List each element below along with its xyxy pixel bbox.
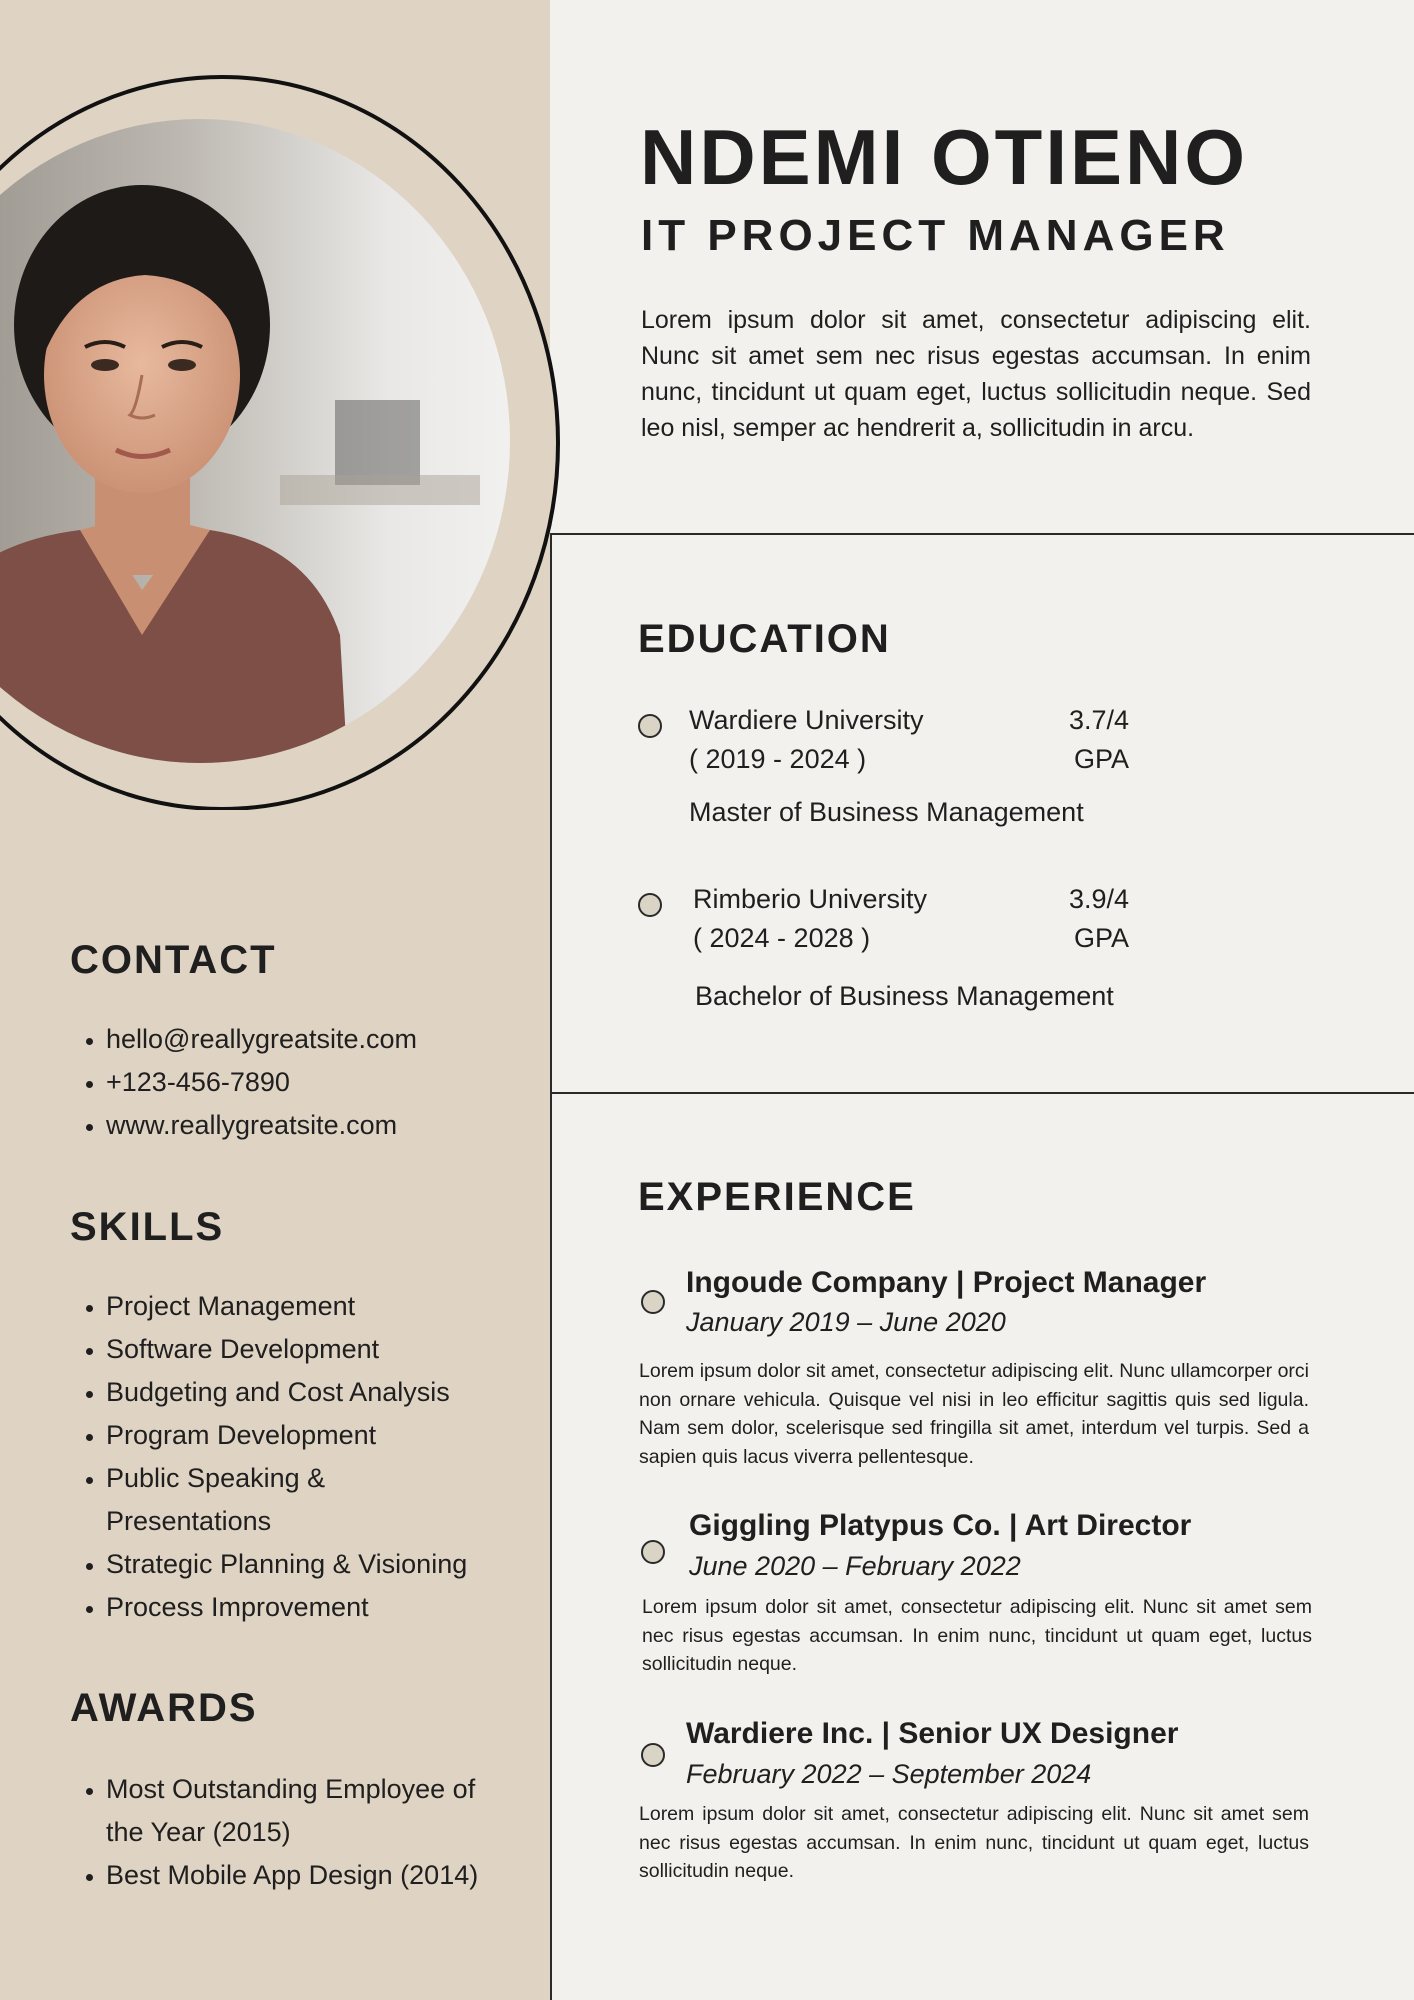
profile-photo — [0, 75, 560, 810]
contact-heading: CONTACT — [70, 938, 277, 982]
skill-item: • Strategic Planning & Visioning — [106, 1543, 526, 1586]
education-years: ( 2024 - 2028 ) — [693, 923, 871, 953]
experience-bullet-icon — [641, 1743, 665, 1767]
divider-education-experience — [550, 1092, 1414, 1094]
experience-title: Ingoude Company | Project Manager — [686, 1266, 1207, 1299]
contact-website[interactable]: • www.reallygreatsite.com — [106, 1104, 417, 1147]
contact-phone[interactable]: • +123-456-7890 — [106, 1061, 417, 1104]
skills-list — [70, 1285, 526, 1629]
skill-item: • Project Management — [106, 1285, 526, 1328]
experience-description: Lorem ipsum dolor sit amet, consectetur adipiscing elit. Nunc ullamcorper orci non ornare vehicula. Quisque vel nisi in leo efficitur sagittis quis sed ligula. Nam sem dolor, scelerisque sed fringilla sit amet, interdum vel turpis. Sed a sapien quis lacus viverra pellentesque. — [639, 1360, 1309, 1468]
contact-email[interactable]: • hello@reallygreatsite.com — [106, 1018, 417, 1061]
education-degree: Bachelor of Business Management — [695, 981, 1114, 1011]
education-gpa: 3.7/4 — [1068, 705, 1129, 735]
profile-summary: Lorem ipsum dolor sit amet, consectetur adipiscing elit. Nunc sit amet sem nec risus egestas accumsan. In enim nunc, tincidunt ut quam eget, luctus sollicitudin neque. Sed leo nisl, semper ac hendrerit a, sollicitudin in arcu. — [641, 306, 1311, 442]
experience-heading: EXPERIENCE — [638, 1175, 916, 1219]
experience-dates: June 2020 – February 2022 — [689, 1551, 1021, 1581]
experience-dates: February 2022 – September 2024 — [686, 1759, 1092, 1789]
education-bullet-icon — [638, 714, 662, 738]
experience-bullet-icon — [641, 1540, 665, 1564]
education-heading: EDUCATION — [638, 617, 891, 661]
job-title: IT PROJECT MANAGER — [641, 211, 1230, 260]
education-degree: Master of Business Management — [689, 797, 1084, 827]
education-gpa: 3.9/4 — [1068, 884, 1129, 914]
awards-heading: AWARDS — [70, 1686, 258, 1730]
experience-title: Giggling Platypus Co. | Art Director — [689, 1509, 1192, 1542]
education-gpa-label: GPA — [1073, 744, 1129, 774]
experience-dates: January 2019 – June 2020 — [686, 1307, 1006, 1337]
education-years: ( 2019 - 2024 ) — [689, 744, 867, 774]
skill-item: • Process Improvement — [106, 1586, 526, 1629]
skill-item: • Program Development — [106, 1414, 526, 1457]
education-bullet-icon — [638, 893, 662, 917]
skill-item: • Public Speaking & Presentations — [106, 1457, 346, 1543]
skill-item: • Software Development — [106, 1328, 526, 1371]
experience-description: Lorem ipsum dolor sit amet, consectetur adipiscing elit. Nunc sit amet sem nec risus egestas accumsan. In enim nunc, tincidunt ut quam eget, luctus sollicitudin neque. — [639, 1803, 1309, 1882]
award-item: • Best Mobile App Design (2014) — [106, 1854, 536, 1897]
skills-heading: SKILLS — [70, 1205, 225, 1249]
award-item: • Most Outstanding Employee of the Year (2015) — [106, 1768, 506, 1854]
experience-title: Wardiere Inc. | Senior UX Designer — [686, 1717, 1179, 1750]
education-school: Rimberio University — [693, 884, 928, 914]
contact-list — [70, 1018, 417, 1147]
experience-bullet-icon — [641, 1290, 665, 1314]
education-gpa-label: GPA — [1073, 923, 1129, 953]
vertical-divider — [550, 534, 552, 2000]
education-school: Wardiere University — [689, 705, 924, 735]
skill-item: • Budgeting and Cost Analysis — [106, 1371, 526, 1414]
awards-list — [70, 1768, 536, 1897]
candidate-name: NDEMI OTIENO — [640, 113, 1249, 201]
experience-description: Lorem ipsum dolor sit amet, consectetur adipiscing elit. Nunc sit amet sem nec risus egestas accumsan. In enim nunc, tincidunt ut quam eget, luctus sollicitudin neque. — [642, 1596, 1312, 1675]
divider-header-education — [550, 533, 1414, 535]
